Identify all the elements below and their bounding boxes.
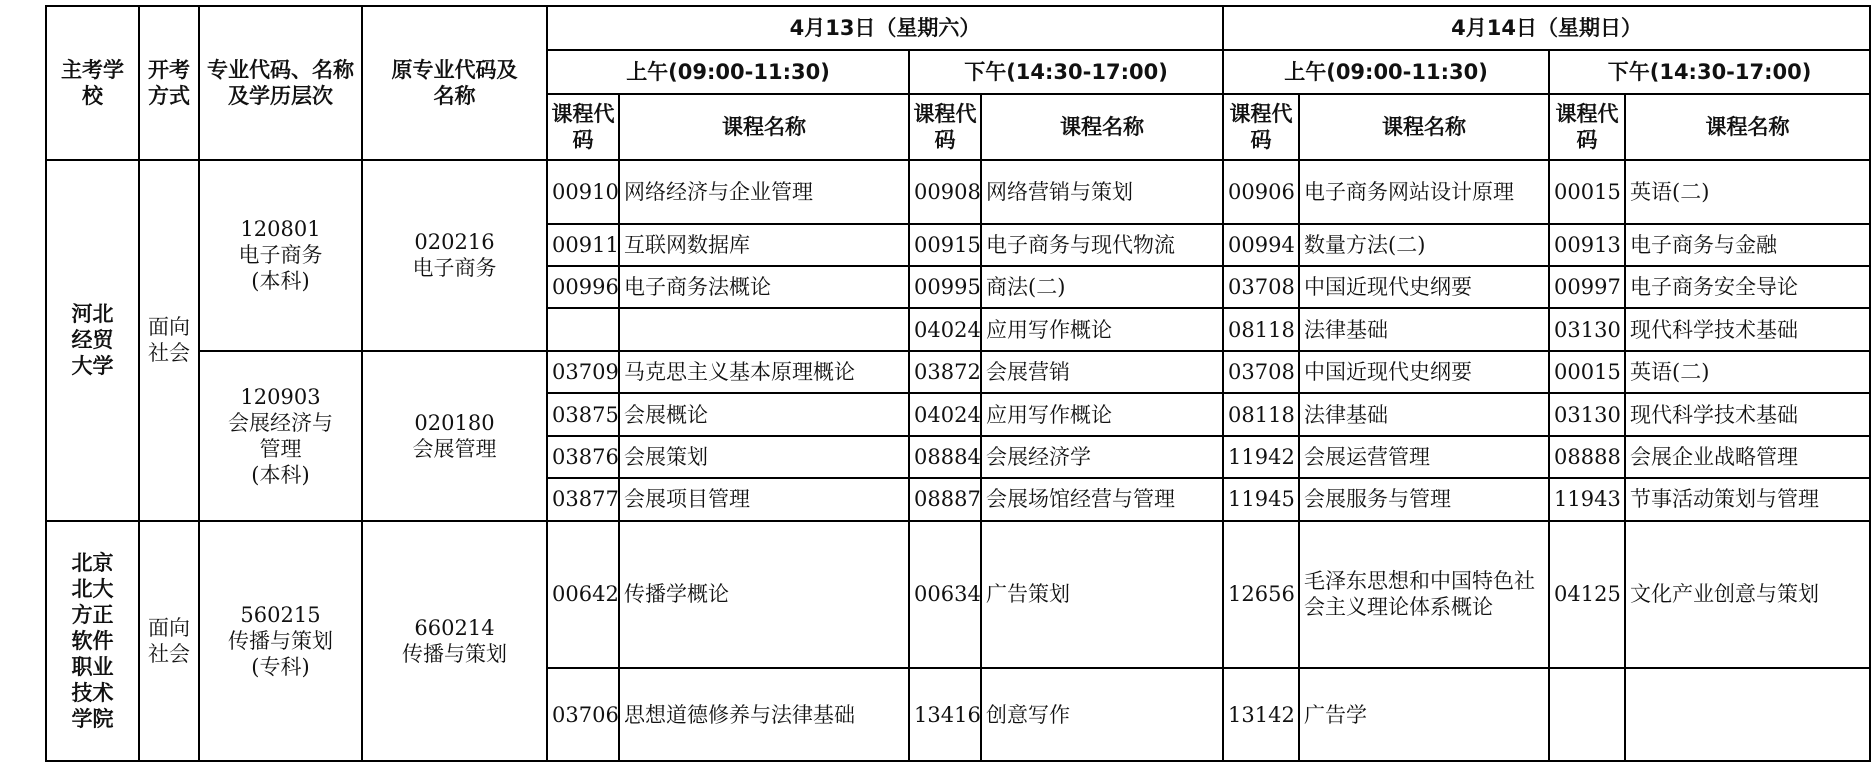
old-major-code: 020216	[414, 230, 495, 255]
course-code: 08887	[909, 478, 981, 520]
school-name: 河北经贸大学	[46, 160, 139, 521]
course-name: 中国近现代史纲要	[1299, 351, 1549, 393]
course-name: 法律基础	[1299, 308, 1549, 350]
course-name: 文化产业创意与策划	[1625, 521, 1870, 668]
old-major-cell	[362, 351, 547, 521]
course-code: 11943	[1549, 478, 1625, 520]
course-code: 00642	[547, 521, 619, 668]
header-course-code: 课程代码	[547, 94, 619, 160]
header-school: 主考学校	[46, 6, 139, 160]
exam-mode: 面向社会	[139, 521, 199, 761]
old-major-code: 660214	[414, 615, 495, 640]
course-name: 会展概论	[619, 393, 909, 435]
course-name: 会展策划	[619, 436, 909, 478]
course-name: 英语(二)	[1625, 351, 1870, 393]
course-code: 03130	[1549, 308, 1625, 350]
course-name: 电子商务与金融	[1625, 224, 1870, 266]
old-major-cell	[362, 160, 547, 351]
table-row	[46, 521, 1870, 668]
course-name: 电子商务安全导论	[1625, 266, 1870, 308]
course-name: 互联网数据库	[619, 224, 909, 266]
course-name: 创意写作	[981, 668, 1223, 761]
course-name: 英语(二)	[1625, 160, 1870, 224]
header-course-code: 课程代码	[1549, 94, 1625, 160]
course-name: 法律基础	[1299, 393, 1549, 435]
exam-mode: 面向社会	[139, 160, 199, 521]
course-name: 会展项目管理	[619, 478, 909, 520]
course-code: 00015	[1549, 351, 1625, 393]
major-name: 电子商务	[238, 243, 323, 268]
major-cell	[199, 351, 362, 521]
course-code: 08888	[1549, 436, 1625, 478]
course-code: 00994	[1223, 224, 1299, 266]
major-name: 会展经济与管理	[228, 410, 333, 461]
course-name: 广告学	[1299, 668, 1549, 761]
table-row	[46, 160, 1870, 224]
header-course-name: 课程名称	[619, 94, 909, 160]
course-name: 中国近现代史纲要	[1299, 266, 1549, 308]
header-old-major: 原专业代码及名称	[362, 6, 547, 160]
major-level: (本科)	[251, 269, 310, 294]
course-name: 毛泽东思想和中国特色社会主义理论体系概论	[1299, 521, 1549, 668]
major-code: 120801	[240, 217, 321, 242]
header-course-code: 课程代码	[909, 94, 981, 160]
header-day1: 4月13日（星期六）	[547, 6, 1223, 50]
course-name: 网络经济与企业管理	[619, 160, 909, 224]
course-name: 广告策划	[981, 521, 1223, 668]
course-name	[1625, 668, 1870, 761]
course-name: 应用写作概论	[981, 308, 1223, 350]
course-name: 马克思主义基本原理概论	[619, 351, 909, 393]
course-name: 会展营销	[981, 351, 1223, 393]
course-name: 应用写作概论	[981, 393, 1223, 435]
course-code: 00996	[547, 266, 619, 308]
old-major-name: 电子商务	[412, 256, 497, 281]
table-row	[46, 351, 1870, 393]
header-day2-am: 上午(09:00-11:30)	[1223, 50, 1549, 94]
course-code: 00015	[1549, 160, 1625, 224]
school-name: 北京北大方正软件职业技术学院	[46, 521, 139, 761]
course-code: 03708	[1223, 266, 1299, 308]
header-course-name: 课程名称	[1299, 94, 1549, 160]
course-code: 00915	[909, 224, 981, 266]
old-major-code: 020180	[414, 410, 495, 435]
course-code: 00906	[1223, 160, 1299, 224]
course-code: 00913	[1549, 224, 1625, 266]
course-code: 12656	[1223, 521, 1299, 668]
course-name: 会展运营管理	[1299, 436, 1549, 478]
course-name: 节事活动策划与管理	[1625, 478, 1870, 520]
course-code: 03875	[547, 393, 619, 435]
major-code: 120903	[240, 384, 321, 409]
header-day1-pm: 下午(14:30-17:00)	[909, 50, 1223, 94]
major-level: (本科)	[251, 462, 310, 487]
course-code	[547, 308, 619, 350]
course-code: 03708	[1223, 351, 1299, 393]
course-code: 03130	[1549, 393, 1625, 435]
course-name: 电子商务法概论	[619, 266, 909, 308]
course-code: 00997	[1549, 266, 1625, 308]
course-code: 13142	[1223, 668, 1299, 761]
course-code: 04024	[909, 308, 981, 350]
course-name: 会展经济学	[981, 436, 1223, 478]
major-level: (专科)	[251, 654, 310, 679]
header-course-name: 课程名称	[1625, 94, 1870, 160]
major-name: 传播与策划	[228, 628, 333, 653]
course-code: 03872	[909, 351, 981, 393]
course-name: 现代科学技术基础	[1625, 393, 1870, 435]
old-major-cell	[362, 521, 547, 761]
course-code: 00634	[909, 521, 981, 668]
course-name: 商法(二)	[981, 266, 1223, 308]
course-code: 04024	[909, 393, 981, 435]
course-code: 08884	[909, 436, 981, 478]
exam-schedule-table	[45, 5, 1871, 762]
header-mode: 开考方式	[139, 6, 199, 160]
old-major-name: 会展管理	[412, 436, 497, 461]
header-day1-am: 上午(09:00-11:30)	[547, 50, 909, 94]
course-code: 00911	[547, 224, 619, 266]
course-name: 电子商务网站设计原理	[1299, 160, 1549, 224]
course-name: 传播学概论	[619, 521, 909, 668]
course-code: 00908	[909, 160, 981, 224]
course-code: 13416	[909, 668, 981, 761]
header-day2-pm: 下午(14:30-17:00)	[1549, 50, 1870, 94]
course-code: 04125	[1549, 521, 1625, 668]
course-name: 数量方法(二)	[1299, 224, 1549, 266]
course-name: 会展企业战略管理	[1625, 436, 1870, 478]
course-code: 11945	[1223, 478, 1299, 520]
course-name: 会展场馆经营与管理	[981, 478, 1223, 520]
course-name: 会展服务与管理	[1299, 478, 1549, 520]
course-code: 03877	[547, 478, 619, 520]
course-code: 03876	[547, 436, 619, 478]
major-cell	[199, 160, 362, 351]
course-name	[619, 308, 909, 350]
major-cell	[199, 521, 362, 761]
course-name: 网络营销与策划	[981, 160, 1223, 224]
header-major: 专业代码、名称及学历层次	[199, 6, 362, 160]
course-code: 03709	[547, 351, 619, 393]
header-course-name: 课程名称	[981, 94, 1223, 160]
old-major-name: 传播与策划	[402, 641, 507, 666]
course-code: 11942	[1223, 436, 1299, 478]
course-code: 03706	[547, 668, 619, 761]
header-course-code: 课程代码	[1223, 94, 1299, 160]
course-code: 00910	[547, 160, 619, 224]
major-code: 560215	[240, 602, 321, 627]
course-code: 08118	[1223, 393, 1299, 435]
course-name: 电子商务与现代物流	[981, 224, 1223, 266]
header-day2: 4月14日（星期日）	[1223, 6, 1870, 50]
course-code: 08118	[1223, 308, 1299, 350]
course-code	[1549, 668, 1625, 761]
course-code: 00995	[909, 266, 981, 308]
course-name: 思想道德修养与法律基础	[619, 668, 909, 761]
course-name: 现代科学技术基础	[1625, 308, 1870, 350]
